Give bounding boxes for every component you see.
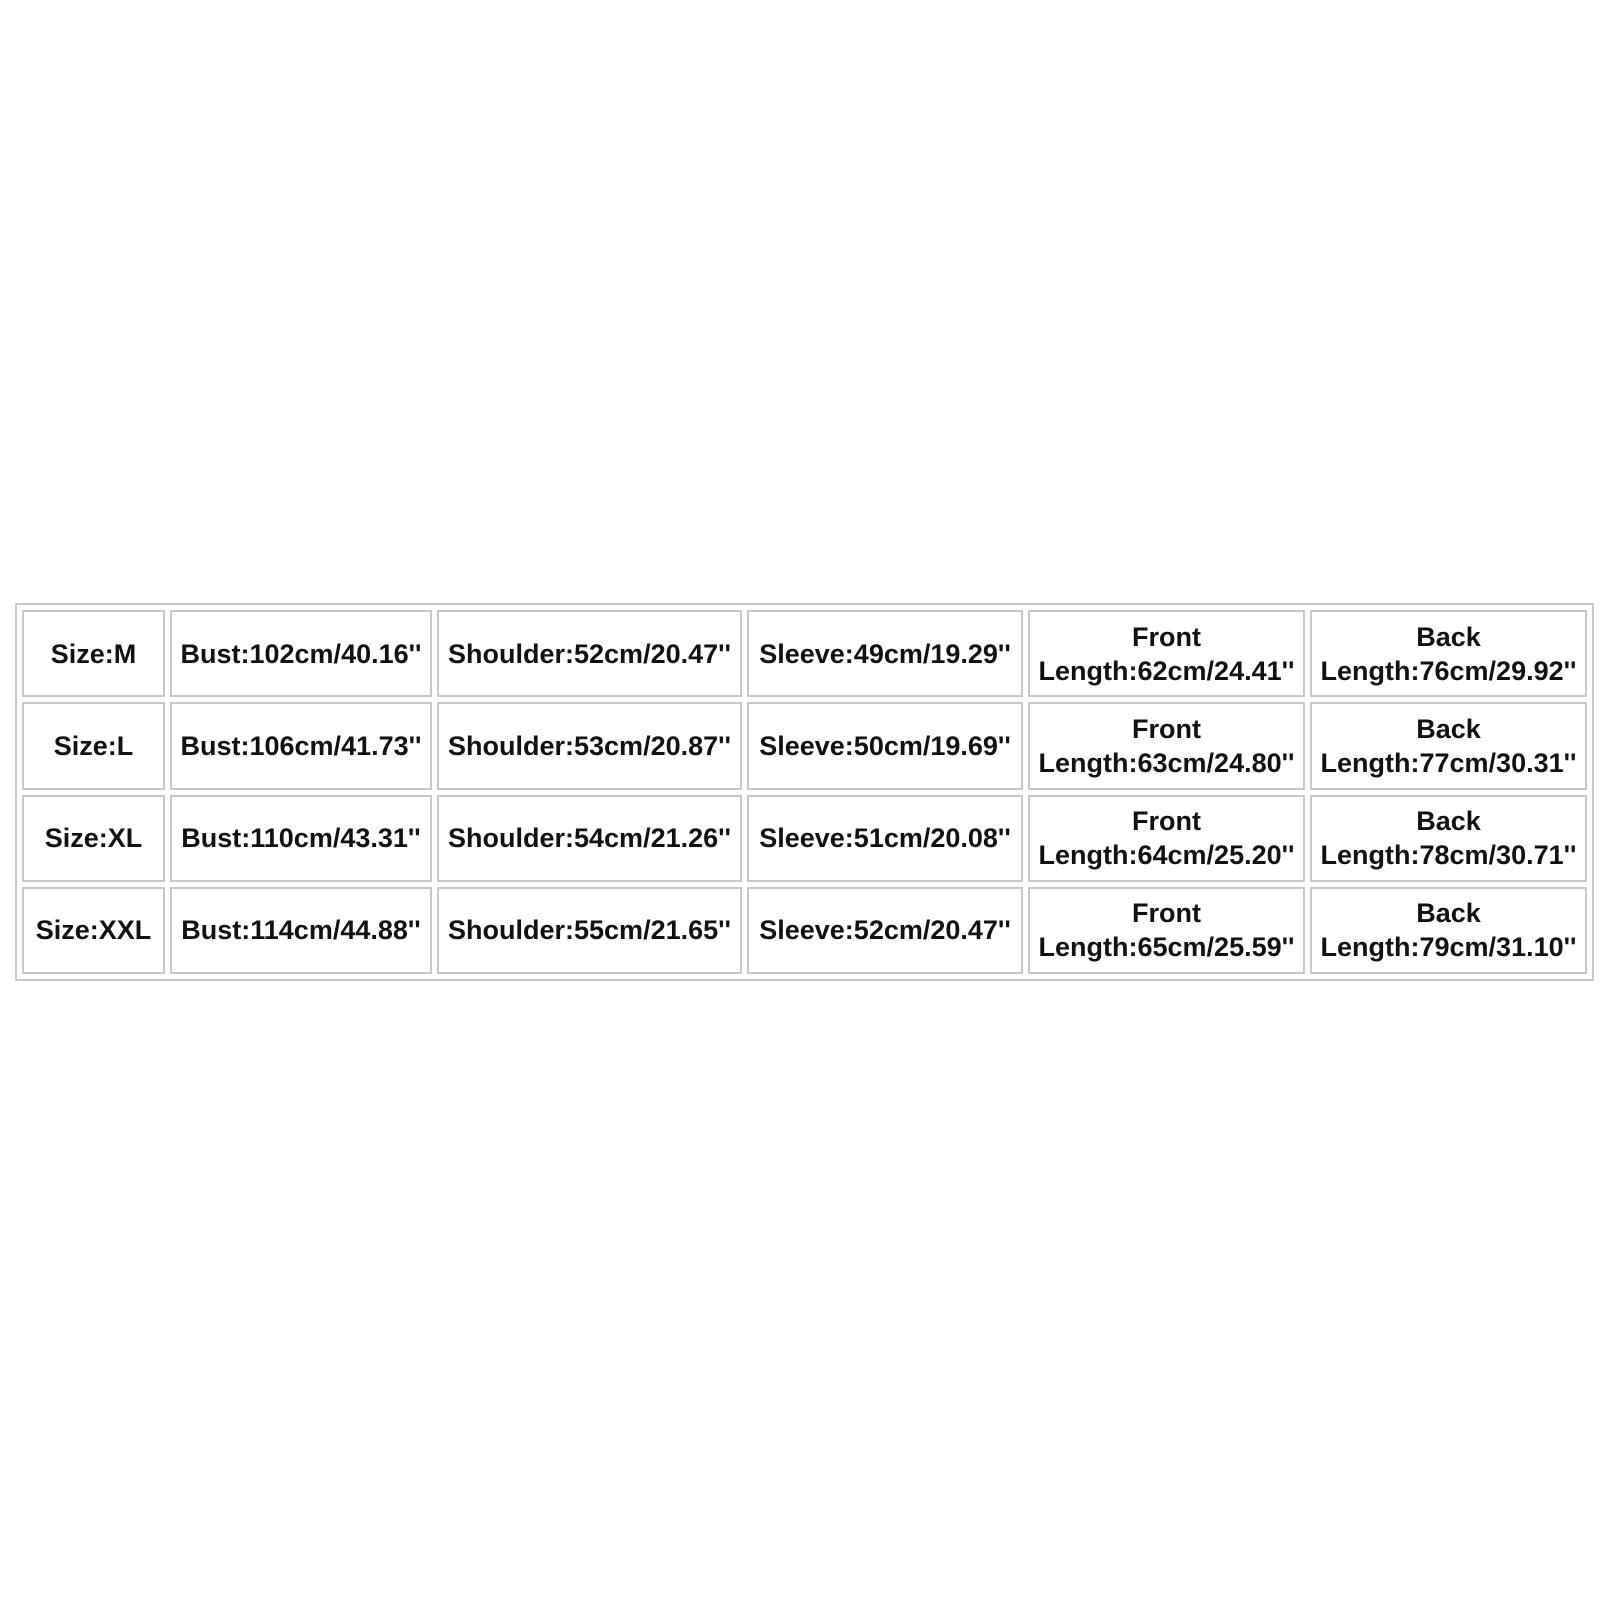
size-cell: Size:XL xyxy=(22,795,165,882)
sleeve-cell: Sleeve:52cm/20.47'' xyxy=(747,887,1023,974)
shoulder-cell: Shoulder:52cm/20.47'' xyxy=(437,610,742,697)
front-length-value: Length:64cm/25.20'' xyxy=(1038,840,1295,871)
back-length-value: Length:78cm/30.71'' xyxy=(1320,840,1577,871)
front-length-cell xyxy=(1028,702,1305,789)
shoulder-cell: Shoulder:55cm/21.65'' xyxy=(437,887,742,974)
size-cell: Size:M xyxy=(22,610,165,697)
front-length-value: Length:63cm/24.80'' xyxy=(1038,747,1295,778)
shoulder-cell: Shoulder:53cm/20.87'' xyxy=(437,702,742,789)
back-length-cell xyxy=(1310,887,1587,974)
back-length-cell xyxy=(1310,610,1587,697)
bust-cell: Bust:114cm/44.88'' xyxy=(170,887,432,974)
back-length-label: Back xyxy=(1416,898,1481,929)
front-length-label: Front xyxy=(1132,806,1201,837)
sleeve-cell: Sleeve:50cm/19.69'' xyxy=(747,702,1023,789)
back-length-cell xyxy=(1310,702,1587,789)
front-length-label: Front xyxy=(1132,713,1201,744)
table-row-size-xl xyxy=(22,795,1587,882)
back-length-cell xyxy=(1310,795,1587,882)
back-length-label: Back xyxy=(1416,713,1481,744)
size-cell: Size:L xyxy=(22,702,165,789)
bust-cell: Bust:110cm/43.31'' xyxy=(170,795,432,882)
table-row-size-xxl xyxy=(22,887,1587,974)
front-length-value: Length:65cm/25.59'' xyxy=(1038,932,1295,963)
front-length-value: Length:62cm/24.41'' xyxy=(1038,655,1295,686)
back-length-value: Length:77cm/30.31'' xyxy=(1320,747,1577,778)
size-chart-table xyxy=(15,603,1594,981)
back-length-label: Back xyxy=(1416,806,1481,837)
sleeve-cell: Sleeve:51cm/20.08'' xyxy=(747,795,1023,882)
bust-cell: Bust:106cm/41.73'' xyxy=(170,702,432,789)
table-row-size-l xyxy=(22,702,1587,789)
table-row-size-m xyxy=(22,610,1587,697)
front-length-cell xyxy=(1028,795,1305,882)
back-length-label: Back xyxy=(1416,621,1481,652)
front-length-label: Front xyxy=(1132,898,1201,929)
sleeve-cell: Sleeve:49cm/19.29'' xyxy=(747,610,1023,697)
bust-cell: Bust:102cm/40.16'' xyxy=(170,610,432,697)
size-cell: Size:XXL xyxy=(22,887,165,974)
front-length-cell xyxy=(1028,610,1305,697)
front-length-cell xyxy=(1028,887,1305,974)
back-length-value: Length:76cm/29.92'' xyxy=(1320,655,1577,686)
front-length-label: Front xyxy=(1132,621,1201,652)
back-length-value: Length:79cm/31.10'' xyxy=(1320,932,1577,963)
shoulder-cell: Shoulder:54cm/21.26'' xyxy=(437,795,742,882)
